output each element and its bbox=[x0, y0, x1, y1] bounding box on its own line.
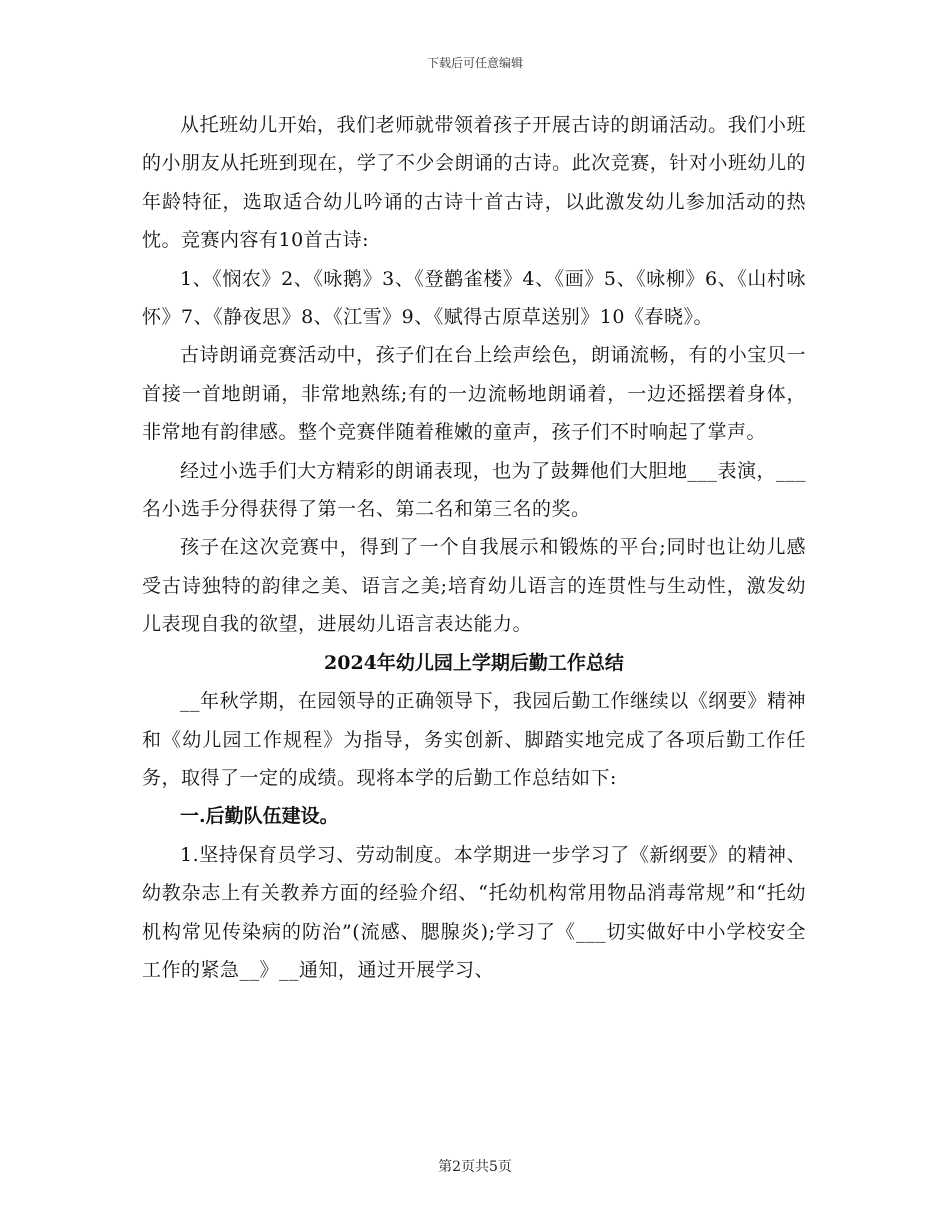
paragraph-intro: 从托班幼儿开始，我们老师就带领着孩子开展古诗的朗诵活动。我们小班的小朋友从托班到现在，学了不少会朗诵的古诗。此次竞赛，针对小班幼儿的年龄特征，选取适合幼儿吟诵的古诗十首古诗，以此激发幼儿参加活动的热忱。竞赛内容有10首古诗: bbox=[142, 114, 806, 252]
section-title: 2024年幼儿园上学期后勤工作总结 bbox=[324, 651, 624, 674]
section-item-1: 1.坚持保育员学习、劳动制度。本学期进一步学习了《新纲要》的精神、幼教杂志上有关教养方面的经验介绍、“托幼机构常用物品消毒常规”和“托幼机构常见传染病的防治”(流感、腮腺炎);学习了《___切实做好中小学校安全工作的紧急__》__通知，通过开展学习、 bbox=[142, 843, 806, 981]
page-header: 下载后可任意编辑 bbox=[426, 56, 523, 70]
document-body bbox=[142, 106, 806, 989]
paragraph-poem-list: 1、《悯农》2、《咏鹅》3、《登鹳雀楼》4、《画》5、《咏柳》6、《山村咏怀》7、《静夜思》8、《江雪》9、《赋得古原草送别》10《春晓》。 bbox=[142, 267, 806, 329]
paragraph-competition: 古诗朗诵竞赛活动中，孩子们在台上绘声绘色，朗诵流畅，有的小宝贝一首接一首地朗诵，非常地熟练;有的一边流畅地朗诵着，一边还摇摆着身体，非常地有韵律感。整个竞赛伴随着稚嫩的童声，孩子们不时响起了掌声。 bbox=[142, 344, 806, 444]
paragraph-awards: 经过小选手们大方精彩的朗诵表现，也为了鼓舞他们大胆地___表演，___名小选手分得获得了第一名、第二名和第三名的奖。 bbox=[142, 459, 806, 521]
page-footer: 第2页共5页 bbox=[438, 1159, 512, 1175]
section-intro: __年秋学期，在园领导的正确领导下，我园后勤工作继续以《纲要》精神和《幼儿园工作规程》为指导，务实创新、脚踏实地完成了各项后勤工作任务，取得了一定的成绩。现将本学的后勤工作总结如下: bbox=[142, 690, 806, 789]
paragraph-conclusion: 孩子在这次竞赛中，得到了一个自我展示和锻炼的平台;同时也让幼儿感受古诗独特的韵律之美、语言之美;培育幼儿语言的连贯性与生动性，激发幼儿表现自我的欲望，进展幼儿语言表达能力。 bbox=[142, 536, 806, 636]
section-subheading: 一.后勤队伍建设。 bbox=[180, 805, 339, 828]
